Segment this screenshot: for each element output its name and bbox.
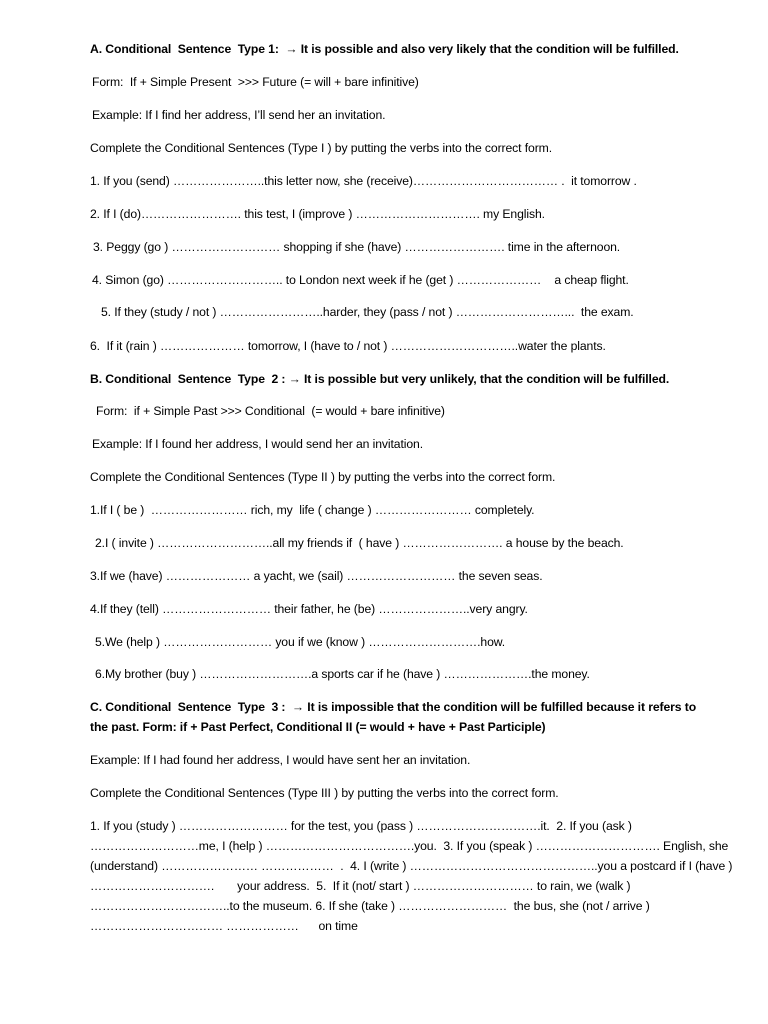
section-a-form: Form: If + Simple Present >>> Future (= will + bare infinitive) [92,75,419,89]
section-c-heading-cont: the past. Form: if + Past Perfect, Conditional II (= would + have + Past Participle) [90,720,546,734]
exercise-b-6: 6.My brother (buy ) ……………………….a sports car if he (have ) ………………….the money. [95,667,590,681]
exercise-b-5: 5.We (help ) ……………………… you if we (know ) ……………………….how. [95,635,506,649]
exercise-a-5: 5. If they (study / not ) ……………………..harder, they (pass / not ) ………………………... the exam. [101,305,634,319]
exercise-c-line-3: (understand) …………………… ……………… . 4. I (write ) ………………………………………..you a postcard if I (have ) [90,859,733,873]
section-c-heading: C. Conditional Sentence Type 3 : → It is impossible that the condition will be fulfilled because it refers to [90,700,697,714]
exercise-b-1: 1.If I ( be ) …………………… rich, my life ( change ) …………………… completely. [90,503,535,517]
exercise-c-line-1: 1. If you (study ) ……………………… for the test, you (pass ) ………………………….it. 2. If you (ask ) [90,819,632,833]
exercise-c-line-2: ………………………me, I (help ) ……………………………….you. 3. If you (speak ) …………………………. English, she [90,839,729,853]
section-b-example: Example: If I found her address, I would send her an invitation. [92,437,423,451]
exercise-a-3: 3. Peggy (go ) ……………………… shopping if she (have) ……………………. time in the afternoon. [93,240,621,254]
exercise-b-2: 2.I ( invite ) ………………………..all my friends if ( have ) ……………………. a house by the beach. [95,536,624,550]
section-b-form: Form: if + Simple Past >>> Conditional (= would + bare infinitive) [96,404,445,418]
exercise-a-2: 2. If I (do)……………………. this test, I (improve ) …………………………. my English. [90,207,545,221]
section-a-example: Example: If I find her address, I’ll send her an invitation. [92,108,386,122]
section-a-instructions: Complete the Conditional Sentences (Type I ) by putting the verbs into the correct form. [90,141,553,155]
exercise-c-line-5: ……………………………..to the museum. 6. If she (take ) ……………………… the bus, she (not / arrive ) [90,899,650,913]
section-b-instructions: Complete the Conditional Sentences (Type II ) by putting the verbs into the correct form. [90,470,556,484]
exercise-c-line-4: …………………………. your address. 5. If it (not/ start ) ………………………… to rain, we (walk ) [90,879,631,893]
section-a-heading: A. Conditional Sentence Type 1: → It is possible and also very likely that the condition will be fulfilled. [90,42,679,56]
section-b-heading: B. Conditional Sentence Type 2 : → It is possible but very unlikely, that the condition will be fulfilled. [90,372,670,386]
exercise-b-4: 4.If they (tell) ……………………… their father, he (be) …………………..very angry. [90,602,528,616]
section-c-example: Example: If I had found her address, I would have sent her an invitation. [90,753,471,767]
section-c-instructions: Complete the Conditional Sentences (Type III ) by putting the verbs into the correct form. [90,786,559,800]
exercise-a-1: 1. If you (send) …………………..this letter now, she (receive)……………………………… . it tomorrow . [90,174,637,188]
exercise-b-3: 3.If we (have) ………………… a yacht, we (sail) ……………………… the seven seas. [90,569,543,583]
exercise-a-4: 4. Simon (go) ……………………….. to London next week if he (get ) ………………… a cheap flight. [92,273,629,287]
exercise-c-line-6: …………………………… ……………… on time [90,919,358,933]
exercise-a-6: 6. If it (rain ) ………………… tomorrow, I (have to / not ) …………………………..water the plants. [90,339,606,353]
